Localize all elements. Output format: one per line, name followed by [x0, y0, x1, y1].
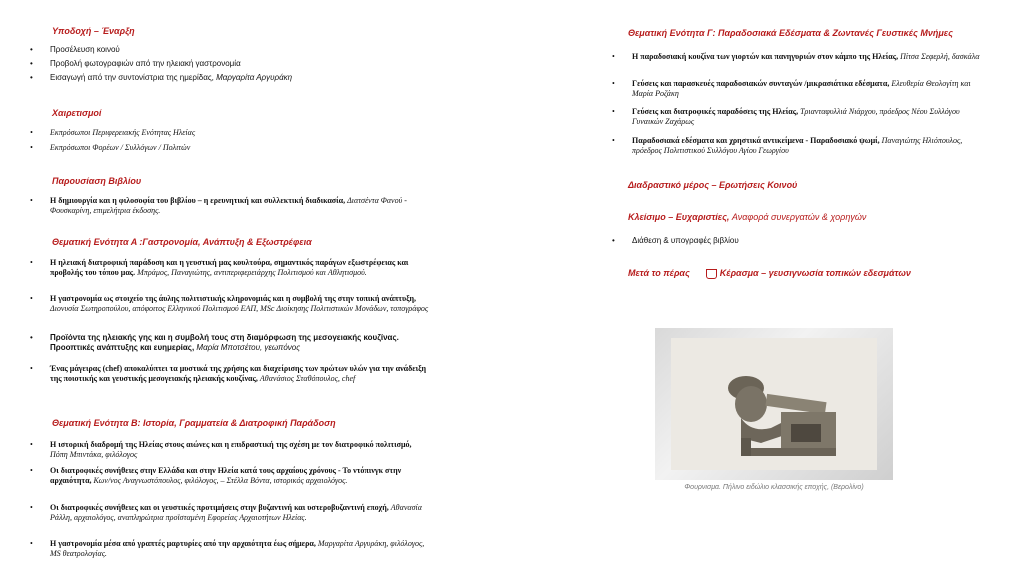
list-item: • Εισαγωγή από την συντονίστρια της ημερίδας, Μαργαρίτα Αργυράκη	[30, 73, 293, 82]
list-item: • Προσέλευση κοινού	[30, 45, 120, 54]
list-item: • Οι διατροφικές συνήθειες στην Ελλάδα και στην Ηλεία κατά τους αρχαίους χρόνους - Το ντόπινγκ στην αρχαιότητα, Κων/νος Αναγνωστόπουλος, φιλόλογος, – Στέλλα Βόντα, ιστορικός αρχαιολόγος.	[30, 466, 402, 485]
cup-icon	[706, 269, 717, 279]
list-item: • Η γαστρονομία μέσα από γραπτές μαρτυρίες από την αρχαιότητα έως σήμερα, Μαργαρίτα Αργυράκη, φιλόλογος, MS θεατρολογίας.	[30, 539, 425, 558]
list-item: • Προϊόντα της ηλειακής γης και η συμβολή τους στη διαμόρφωση της μεσογειακής κουζίνας. Προοπτικές ανάπτυξης και ευημερίας, Μαρία Μποτσέτου, γεωπόνος	[30, 333, 399, 352]
list-item: • Γεύσεις και διατροφικές παραδόσεις της Ηλείας, Τριανταφυλλιά Νιάρχου, πρόεδρος Νέου Συλλόγου Γυναικών Ζαχάρως	[612, 107, 960, 126]
section-title-closing: Κλείσιμο – Ευχαριστίες, Αναφορά συνεργατών & χορηγών	[628, 212, 867, 222]
list-item: • Εκπρόσωποι Περιφερειακής Ενότητας Ηλείας	[30, 128, 196, 137]
section-title-greetings: Χαιρετισμοί	[52, 108, 102, 118]
section-title-unit-c: Θεματική Ενότητα Γ: Παραδοσιακά Εδέσματα & Ζωντανές Γευστικές Μνήμες	[628, 28, 953, 38]
section-title-interactive: Διαδραστικό μέρος – Ερωτήσεις Κοινού	[628, 180, 798, 190]
section-title-book: Παρουσίαση Βιβλίου	[52, 176, 142, 186]
list-item: • Ένας μάγειρας (chef) αποκαλύπτει τα μυστικά της χρήσης και διαχείρισης των πρώτων υλών για την ανάδειξη της ποιοτικής και γευστικής μεσογειακής ηλειακής κουζίνας, Αθανάσιος Σταθόπουλος, chef	[30, 364, 427, 383]
section-title-welcome: Υποδοχή – Έναρξη	[52, 26, 135, 36]
list-item: • Παραδοσιακά εδέσματα και χρηστικά αντικείμενα - Παραδοσιακό ψωμί, Παναγιώτης Ηλιόπουλος, πρόεδρος Πολιτιστικού Συλλόγου Αγίου Γεωργίου	[612, 136, 963, 155]
section-title-unit-a: Θεματική Ενότητα Α :Γαστρονομία, Ανάπτυξη & Εξωστρέφεια	[52, 237, 312, 247]
figurine-illustration	[671, 338, 877, 470]
section-title-unit-b: Θεματική Ενότητα Β: Ιστορία, Γραμματεία & Διατροφική Παράδοση	[52, 418, 336, 428]
section-title-after: Μετά το πέρας Κέρασμα – γευσιγνωσία τοπικών εδεσμάτων	[628, 268, 911, 278]
list-item: • Η γαστρονομία ως στοιχείο της άυλης πολιτιστικής κληρονομιάς και η συμβολή της στην τοπική ανάπτυξη, Διονυσία Σωτηροπούλου, απόφοιτος Ελληνικού Πολιτισμού ΕΑΠ, MSc Διοίκησης Πολιτιστικών Μονάδων, τοπογράφος	[30, 294, 429, 313]
list-item: • Γεύσεις και παρασκευές παραδοσιακών συνταγών /μικρασιάτικα εδέσματα, Ελευθερία Θεολογίτη και Μαρία Ροζάκη	[612, 79, 971, 98]
photo-caption: Φουρνισμα. Πήλινο ειδώλιο κλασσικής εποχής, (Βερολίνο)	[684, 484, 864, 491]
list-item: • Διάθεση & υπογραφές βιβλίου	[612, 236, 739, 245]
list-item: • Η ηλειακή διατροφική παράδοση και η γευστική μας κουλτούρα, σημαντικός παράγων εξωστρέφειας και προβολής του τόπου μας. Μπράμος, Παναγιώτης, αντιπεριφερειάρχης Πολιτισμού και Αθλητισμού.	[30, 258, 409, 277]
list-item: • Εκπρόσωποι Φορέων / Συλλόγων / Πολιτών	[30, 143, 191, 152]
figurine-photo	[655, 328, 893, 480]
photo-frame	[671, 338, 877, 470]
list-item: • Η παραδοσιακή κουζίνα των γιορτών και πανηγυριών στον κάμπο της Ηλείας, Πίτσα Σεφερλή, δασκάλα	[612, 52, 980, 61]
list-item: • Η δημιουργία και η φιλοσοφία του βιβλίου – η ερευνητική και συλλεκτική διαδικασία, Διατσέντα Φανού - Φουσκαρίνη, επιμελήτρια έκδοσης.	[30, 196, 407, 215]
list-item: • Η ιστορική διαδρομή της Ηλείας στους αιώνες και η επιδραστική της σχέση με τον διατροφικό πολιτισμό, Πόπη Μπιντάκα, φιλόλογος	[30, 440, 412, 459]
list-item: • Οι διατροφικές συνήθειες και οι γευστικές προτιμήσεις στην βυζαντινή και υστεροβυζαντινή εποχή, Αθανασία Ράλλη, αρχαιολόγος, αναπληρώτρια προϊσταμένη Εφορείας Αρχαιοτήτων Ηλείας.	[30, 503, 422, 522]
list-item: • Προβολή φωτογραφιών από την ηλειακή γαστρονομία	[30, 59, 241, 68]
